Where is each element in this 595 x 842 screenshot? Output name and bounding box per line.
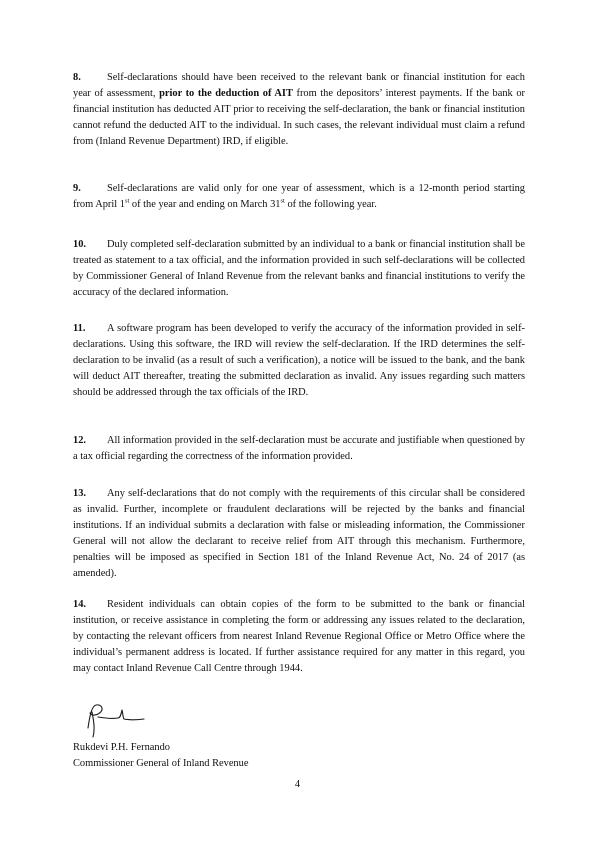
paragraph-number: 11. (73, 323, 86, 334)
paragraph-number: 12. (73, 435, 86, 446)
page-number: 4 (294, 779, 301, 790)
paragraph-number: 8. (73, 72, 81, 83)
signatory-title: Commissioner General of Inland Revenue (73, 758, 249, 769)
paragraph-number: 14. (73, 599, 86, 610)
paragraph-11: 11. A software program has been developed to verify the accuracy of the information provided in self-declarations. Using this software, the IRD will review the self-declaration. If the IRD determines the self-declaration to be invalid (as a result of such a verification), a notice will be issued to the bank, and the bank will deduct AIT thereafter, treating the submitted declaration as invalid. Any issues regarding such matters should be addressed through the tax officials of the IRD. (73, 323, 525, 398)
paragraph-number: 13. (73, 488, 86, 499)
paragraph-9: 9. Self-declarations are valid only for one year of assessment, which is a 12-month period starting from April 1st of the year and ending on March 31st of the following year. (73, 183, 525, 210)
signature-image (84, 700, 154, 740)
paragraph-13: 13. Any self-declarations that do not comply with the requirements of this circular shall be considered as invalid. Further, incomplete or fraudulent declarations will be rejected by the banks and financial institutions. If an individual submits a declaration with false or misleading information, the Commissioner General will not allow the declarant to receive relief from AIT through this mechanism. Furthermore, penalties will be imposed as specified in Section 181 of the Inland Revenue Act, No. 24 of 2017 (as amended). (73, 488, 525, 579)
paragraph-number: 9. (73, 183, 81, 194)
paragraph-12: 12. All information provided in the self-declaration must be accurate and justifiable when questioned by a tax official regarding the correctness of the information provided. (73, 435, 525, 462)
bold-phrase: prior to the deduction of AIT (159, 88, 293, 99)
paragraph-8: 8. Self-declarations should have been received to the relevant bank or financial institution for each year of assessment, prior to the deduction of AIT from the depositors’ interest payments. If the bank or financial institution has deducted AIT prior to receiving the self-declaration, the bank or financial institution cannot refund the deducted AIT to the individual. In such cases, the relevant individual must claim a refund from (Inland Revenue Department) IRD, if eligible. (73, 72, 525, 147)
paragraph-14: 14. Resident individuals can obtain copies of the form to be submitted to the bank or financial institution, or receive assistance in completing the form or addressing any issues related to the declaration, by contacting the relevant officers from nearest Inland Revenue Regional Office or Metro Office where the individual’s permanent address is located. If further assistance required for any matter in this regard, you may contact Inland Revenue Call Centre through 1944. (73, 599, 525, 674)
signatory-name: Rukdevi P.H. Fernando (73, 742, 170, 753)
paragraph-10: 10. Duly completed self-declaration submitted by an individual to a bank or financial institution shall be treated as statement to a tax official, and the information provided in such self-declarations will be collected by Commissioner General of Inland Revenue from the relevant banks and financial institutions to verify the accuracy of the declared information. (73, 239, 525, 298)
paragraph-number: 10. (73, 239, 86, 250)
